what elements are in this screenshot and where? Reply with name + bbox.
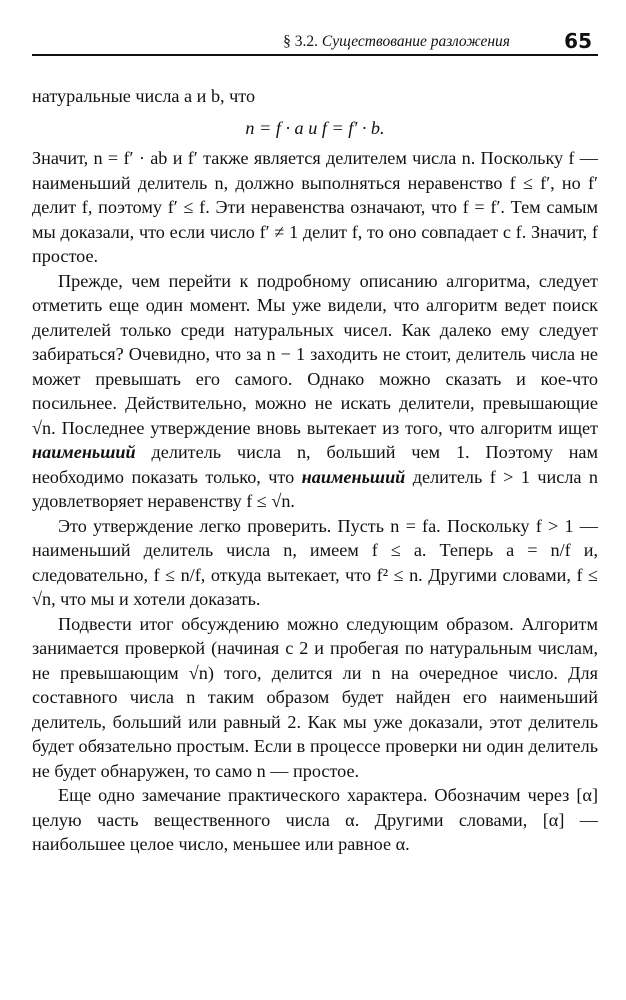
running-head-section	[283, 33, 510, 51]
paragraph-5: Подвести итог обсуждению можно следующим образом. Алгоритм занимается проверкой (начиная с 2 и пробегая по натуральным числам, не превышающим √n) того, делится ли n на очередное число. Для составного числа n таким образом будет найден его наименьший делитель, больший или равный 2. Как мы уже доказали, этот делитель будет обязательно простым. Если в процессе проверки ни один делитель не будет обнаружен, то само n — простое.	[32, 613, 598, 781]
running-head	[32, 28, 598, 52]
page-body	[32, 84, 598, 857]
paragraph-6: Еще одно замечание практического характера. Обозначим через [α] целую часть вещественного числа α. Другими словами, [α] — наибольшее целое число, меньшее или равное α.	[32, 785, 598, 854]
paragraph-2: Значит, n = f′ · ab и f′ также является делителем числа n. Поскольку f — наименьший делитель n, должно выполняться неравенство f ≤ f′, но f′ делит f, поэтому f′ ≤ f. Эти неравенства означают, что f = f′. Тем самым мы доказали, что если число f′ ≠ 1 делит f, то оно совпадает с f. Значит, f простое.	[32, 148, 598, 266]
paragraph-3-part-b: делитель числа n, больший чем 1. Поэтому нам необходимо показать только, что	[32, 442, 599, 487]
section-title: Существование разложения	[321, 33, 510, 50]
paragraph-4: Это утверждение легко проверить. Пусть n = fa. Поскольку f > 1 — наименьший делитель числа n, имеем f ≤ a. Теперь a = n/f и, следовательно, f ≤ n/f, откуда вытекает, что f² ≤ n. Другими словами, f ≤ √n, что мы и хотели доказать.	[32, 515, 598, 609]
section-number: § 3.2.	[283, 33, 319, 50]
paragraph-3-part-a: Прежде, чем перейти к подробному описанию алгоритма, следует отметить еще один момент. Мы уже видели, что алгоритм ведет поиск делителей только среди натуральных чисел. Как далеко ему следует забираться? Очевидно, что за n − 1 заходить не стоит, делитель числа не может превышать его самого. Однако можно сказать и кое-что посильнее. Действительно, можно не искать делители, превышающие √n. Последнее утверждение вновь вытекает из того, что алгоритм ищет	[32, 270, 598, 438]
display-formula: n = f · a и f = f′ · b.	[245, 117, 385, 138]
paragraph-1: натуральные числа a и b, что	[32, 86, 256, 106]
page-number: 65	[564, 29, 592, 53]
emphasis-smallest-1: наименьший	[32, 442, 136, 462]
paragraph-3-part-c: делитель f > 1 числа n удовлетворяет неравенству f ≤ √n.	[32, 466, 599, 511]
paragraph-3	[32, 269, 598, 514]
header-rule	[32, 54, 598, 56]
emphasis-smallest-2: наименьший	[301, 466, 406, 487]
